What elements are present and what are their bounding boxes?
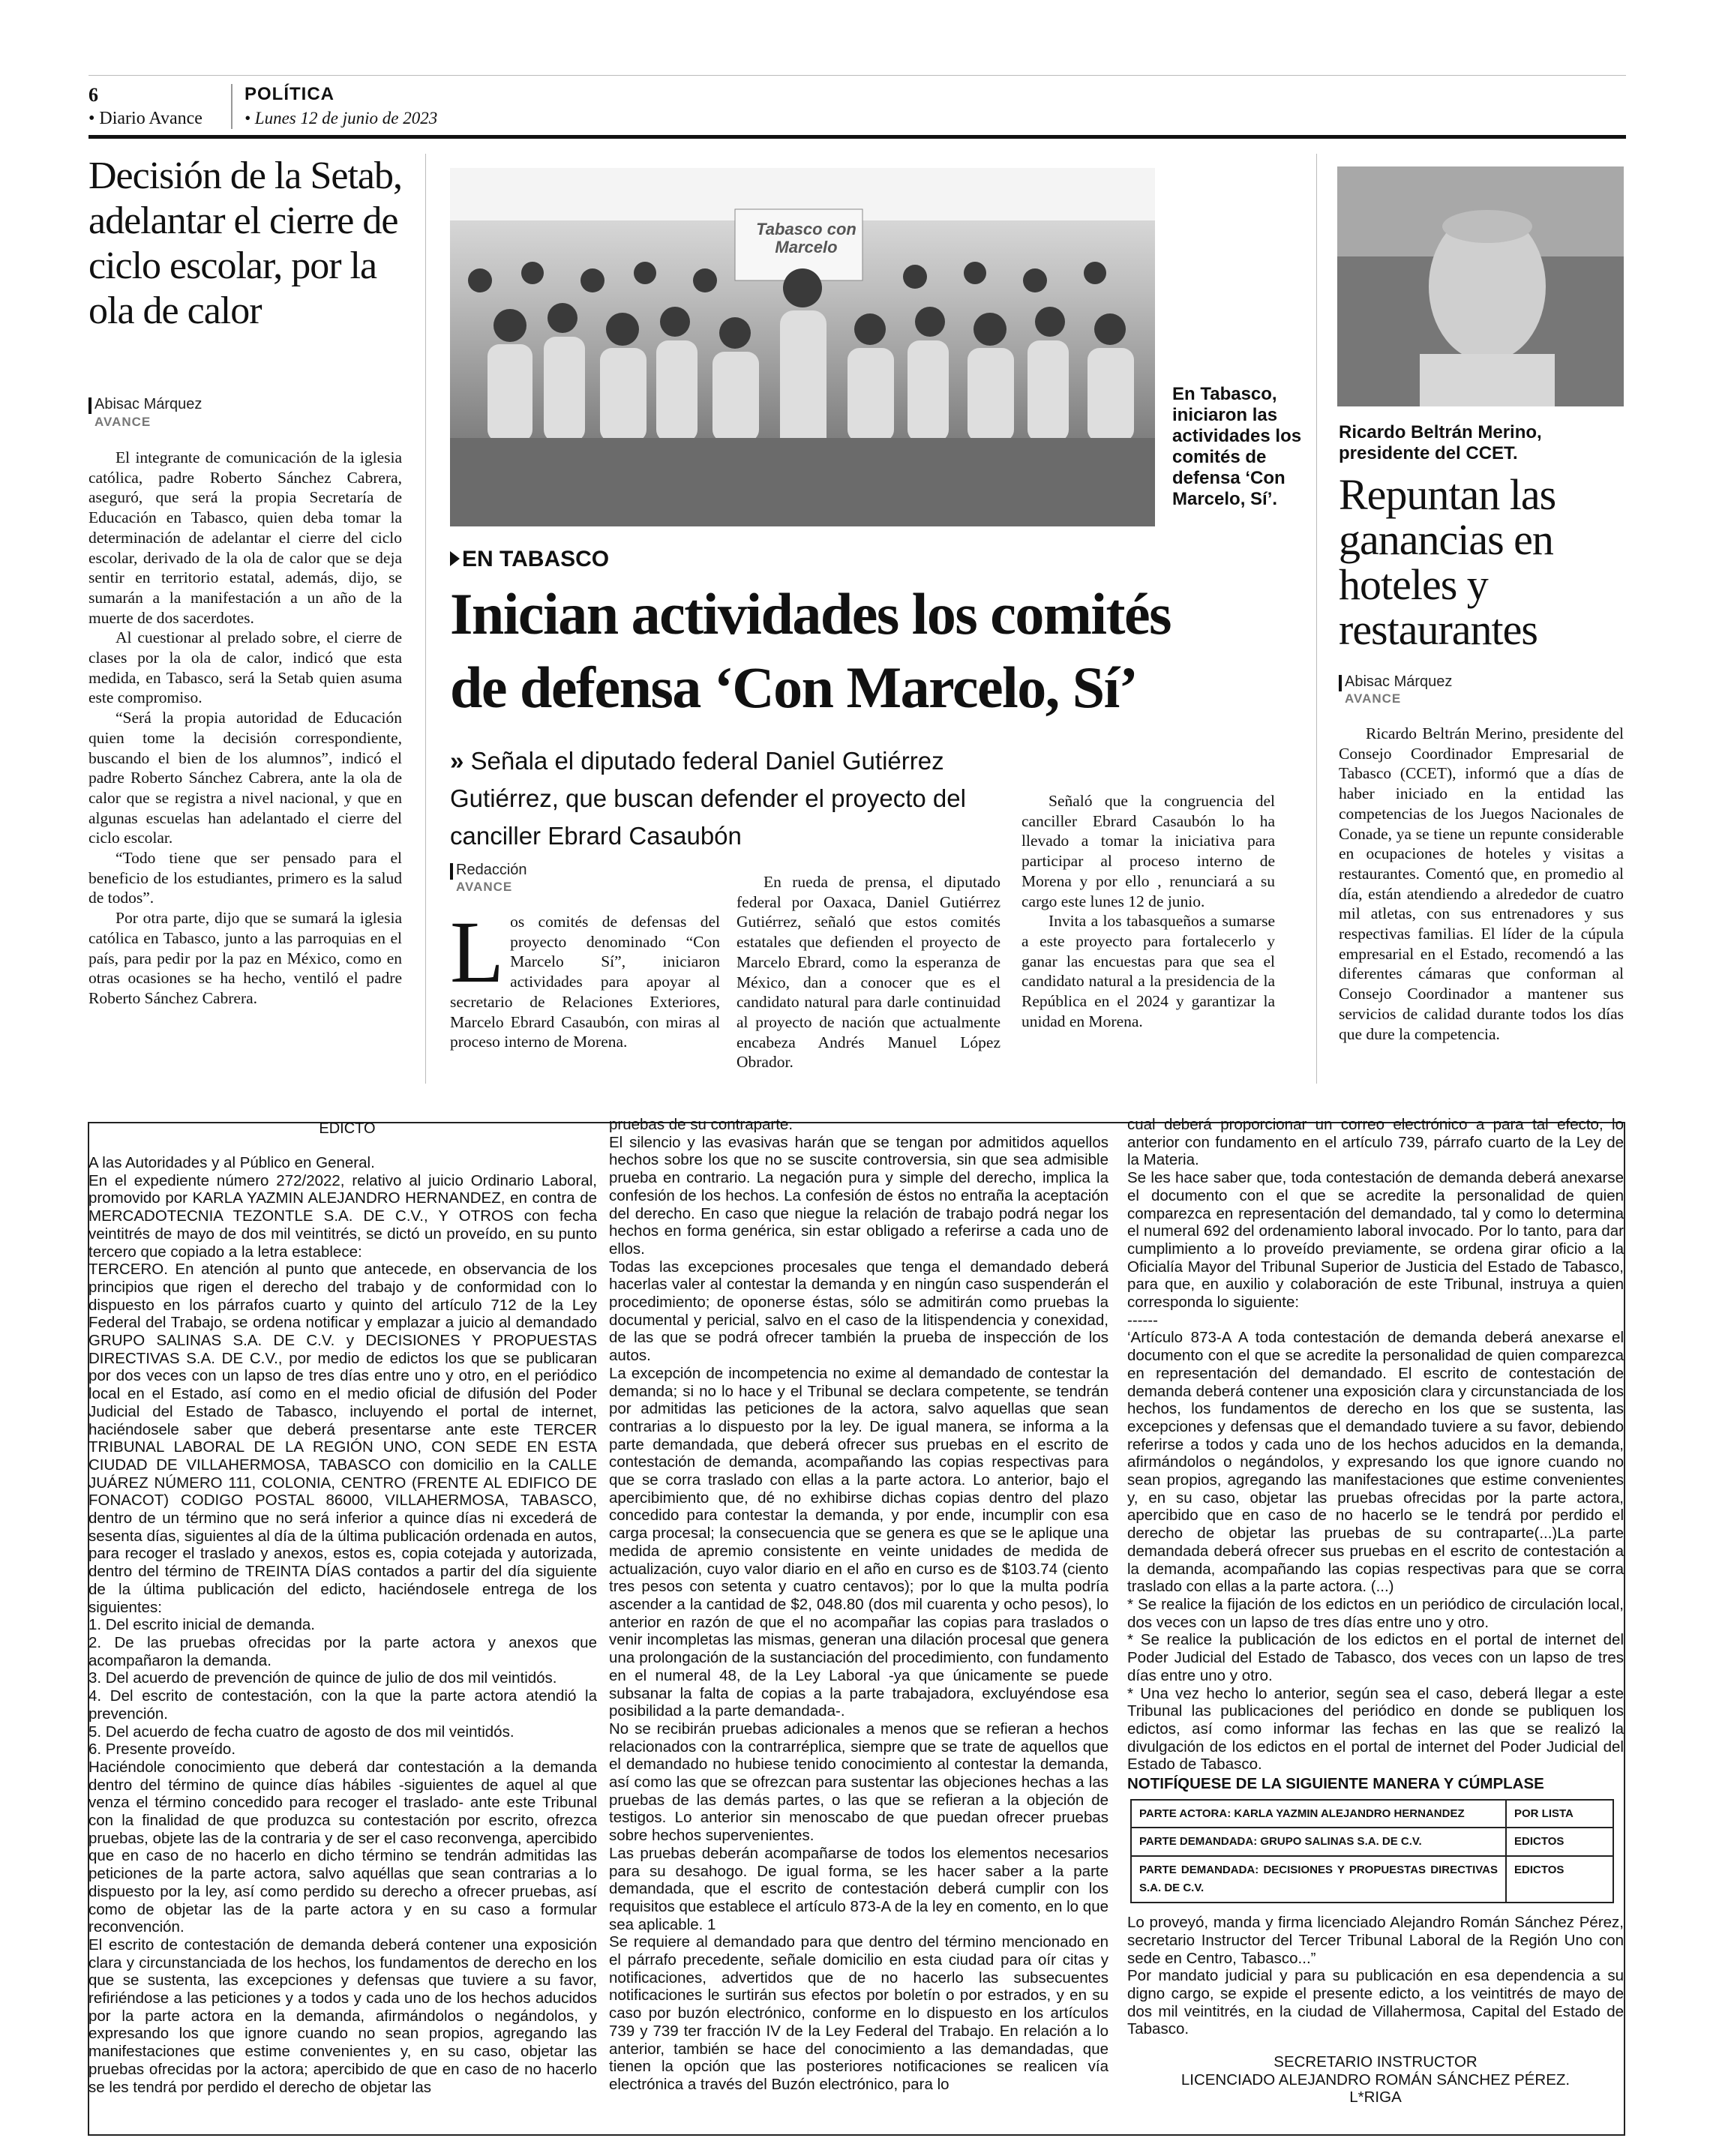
edicto-paragraph: Lo proveyó, manda y firma licenciado Alejandro Román Sánchez Pérez, secretario Instructor del Tercer Tribunal Laboral de la Región Uno con sede en Centro, Tabasco...”: [1127, 1914, 1624, 1967]
table-row: [1131, 1800, 1613, 1828]
notify-party: PARTE DEMANDADA: GRUPO SALINAS S.A. DE C.V.: [1131, 1828, 1506, 1856]
header-divider: [231, 84, 232, 129]
byline-bar: [88, 397, 92, 414]
main-col-1: [450, 903, 720, 1052]
kicker: EN TABASCO: [462, 547, 610, 571]
main-headline-line2: de defensa ‘Con Marcelo, Sí’: [450, 655, 1138, 720]
table-row: [1131, 1856, 1613, 1903]
left-article-body: [88, 448, 402, 1009]
edicto-col-2: [609, 1116, 1108, 2094]
edicto-paragraph: Las pruebas deberán acompañarse de todos los elementos necesarios para su desahogo. De igual forma, se les hacer saber a la parte demandada, que el escrito de contestación deberá cumplir con los requisitos que establece el artículo 873-A de la ley en comento, en lo que sea aplicable. 1: [609, 1844, 1108, 1933]
edicto-paragraph: cual deberá proporcionar un correo electrónico a para tal efecto, lo anterior con fundamento en el artículo 739, párrafo cuarto de la Ley de la Materia.: [1127, 1116, 1624, 1169]
right-source: AVANCE: [1345, 691, 1402, 706]
table-row: [1131, 1828, 1613, 1856]
notify-method: POR LISTA: [1506, 1800, 1613, 1828]
edicto-paragraph: No se recibirán pruebas adicionales a menos que se refieran a hechos relacionados con la contrarréplica, siempre que se trate de aquellos que el demandado no hubiese tenido conocimiento al contestar la demanda, así como las que se ofrezcan para sustentar las objeciones hechas a las pruebas de las demás partes, o las que se refieran a la objeción de testigos. Lo anterior sin menoscabo de que puedan ofrecer pruebas sobre hechos supervenientes.: [609, 1720, 1108, 1845]
main-headline: [450, 577, 1312, 724]
right-headline: Repuntan las ganancias en hoteles y restaurantes: [1339, 470, 1556, 654]
paragraph: En rueda de prensa, el diputado federal por Oaxaca, Daniel Gutiérrez Gutiérrez, señaló que estos comités estatales que defienden el proyecto de Marcelo Ebrard, como la esperanza de México, dan a conocer que es el candidato natural para darle continuidad al proyecto de nación que actualmente encabeza Andrés Manuel López Obrador.: [736, 873, 1000, 1072]
photo-banner: Tabasco con Marcelo: [756, 220, 856, 256]
edicto-paragraph: El escrito de contestación de demanda deberá contener una exposición clara y circunstanciada de los hechos, los fundamentos de derecho en los que se sustenta, las excepciones y defensas que tuviere a su favor, refiriéndose a las peticiones y a todos y cada uno de los hechos aducidos por la parte actora en la demanda, afirmándolos o negándolos, y expresando los que ignore cuando no sean propios, agregando las manifestaciones que estime convenientes y, en su caso, objetar las pruebas ofrecidas por la actora; apercibido de que en caso de no hacerlo se les tendrá por perdido el derecho de objetar las: [88, 1936, 597, 2096]
paragraph: “Será la propia autoridad de Educación quien tome la decisión correspondiente, buscando el bien de los alumnos”, indicó el padre Roberto Sánchez Cabrera, ante la ola de calor que se registra a nivel nacional, y que en algunas escuelas han adelantado el cierre del ciclo escolar.: [88, 709, 402, 847]
signature-code: L*RIGA: [1349, 2089, 1402, 2107]
edicto-paragraph: 5. Del acuerdo de fecha cuatro de agosto de dos mil veintidós.: [88, 1723, 514, 1741]
edicto-paragraph: 2. De las pruebas ofrecidas por la parte actora y anexos que acompañaron la demanda.: [88, 1633, 597, 1669]
notify-method: EDICTOS: [1506, 1856, 1613, 1903]
section-name: POLÍTICA: [244, 84, 334, 104]
kicker-arrow-icon: [450, 551, 460, 566]
event-photo: [450, 168, 1155, 526]
edicto-paragraph: * Se realice la publicación de los edictos en el portal de internet del Poder Judicial del Estado de Tabasco, dos veces con un lapso de tres días entre uno y otro.: [1127, 1631, 1624, 1684]
edicto-paragraph: La excepción de incompetencia no exime al demandado de contestar la demanda; si no lo hace y el Tribunal se declara competente, se tendrán por admitidas las peticiones de la actora, salvo aquellas que sean contrarias a lo dispuesto por la ley. De igual manera, se informa a la parte demandada, que deberá ofrecer sus pruebas en el escrito de contestación de demanda, acompañando las copias respectivas para que se corra traslado con ellas a la parte actora. Lo anterior, bajo el apercibimiento que, dé no exhibirse dichas copias dentro del plazo concedido para contestar la demanda, y por ende, incumplir con esa carga procesal; la consecuencia que se genera es que se le aplique una medida de apremio consistente en veinte unidades de medida de actualización, cuyo valor diario en el año en curso es de $103.74 (ciento tres pesos con setenta y cuatro centavos); por lo que la multa podría ascender a la cantidad de $2, 048.80 (dos mil cuarenta y ocho pesos), lo anterior en razón de que el no acompañar las copias para traslados o venir incompletas las mismas, generan una dilación procesal que genera una prolongación de la sustanciación del procedimiento, con fundamento en el numeral 48, de la Ley Laboral -ya que únicamente se puede subsanar la falta de copias a la parte trabajadora, excluyéndose esa posibilidad a la parte demandada-.: [609, 1364, 1108, 1720]
edicto-paragraph: 4. Del escrito de contestación, con la que la parte actora atendió la prevención.: [88, 1687, 597, 1723]
edicto-paragraph: * Una vez hecho lo anterior, según sea el caso, deberá llegar a este Tribunal las publicaciones del periódico en donde se publiquen los edictos, así como informar las fechas en las que se realizó la divulgación de los edictos en el portal de internet del Poder Judicial del Estado de Tabasco.: [1127, 1684, 1624, 1774]
edicto-paragraph: ------: [1127, 1311, 1158, 1329]
notify-heading: NOTIFÍQUESE DE LA SIGUIENTE MANERA Y CÚMPLASE: [1127, 1775, 1544, 1793]
notify-party: PARTE DEMANDADA: DECISIONES Y PROPUESTAS DIRECTIVAS S.A. DE C.V.: [1131, 1856, 1506, 1903]
edicto-col-3: [1127, 1116, 1624, 2107]
drop-cap: L: [450, 903, 505, 1001]
paragraph: “Todo tiene que ser pensado para el beneficio de los estudiantes, primero es la salud de todos”.: [88, 849, 402, 907]
main-headline-line1: Inician actividades los comités: [450, 581, 1171, 646]
portrait-illustration: [1337, 166, 1624, 406]
edicto-paragraph: Se les hace saber que, toda contestación de demanda deberá anexarse el documento con el que se acredite la personalidad de quien comparezca en representación del demandado, tal y como lo determina el numeral 692 del ordenamiento laboral invocado. Por lo tanto, para dar cumplimiento a lo proveído previamente, se ordena girar oficio a la Oficialía Mayor del Tribunal Superior de Justicia del Estado de Tabasco, para que, en auxilio y colaboración de este Tribunal, instruya a quien corresponda lo siguiente:: [1127, 1169, 1624, 1312]
edicto-paragraph: El silencio y las evasivas harán que se tengan por admitidos aquellos hechos sobre los que no se suscite controversia, sin que sea admisible prueba en contrario. La negación pura y simple del derecho, implica la confesión de los hechos. La confesión de éstos no entraña la aceptación del derecho. En caso que niegue la relación de trabajo podrá negar los hechos en forma genérica, sin estar obligado a referirse a cada uno de ellos.: [609, 1133, 1108, 1258]
main-col-2: [736, 872, 1000, 1072]
deck-mark-icon: »: [450, 747, 464, 775]
left-author: Abisac Márquez: [94, 396, 202, 412]
main-col-3: [1022, 791, 1275, 1031]
edicto-paragraph: * Se realice la fijación de los edictos en un periódico de circulación local, dos veces con un lapso de tres días entre uno y otro.: [1127, 1595, 1624, 1631]
edicto-paragraph: Todas las excepciones procesales que tenga el demandado deberá hacerlas valer al contestar la demanda y en ningún caso suspenderán el procedimiento; de oponerse éstas, sólo se admitirán como pruebas la documental y pericial, salvo en el caso de la litispendencia y conexidad, de las que se podrá ofrecer también la prueba de inspección de los autos.: [609, 1258, 1108, 1365]
main-deck: [450, 742, 1005, 855]
paragraph: Ricardo Beltrán Merino, presidente del Consejo Coordinador Empresarial de Tabasco (CCET), informó que a días de haber iniciado en la entidad las competencias de los Juegos Nacionales de Conade, ya se tiene un repunte considerable en ocupaciones de hoteles y visitas a restaurantes. Comentó que, en promedio al día, están atendiendo a alrededor de cuatro mil atletas, con sus entrenadores y sus respectivas familias. El líder de la cúpula empresarial en el Estado, recomendó a las diferentes cámaras que conforman al Consejo Coordinador a mantener sus servicios de calidad durante todos los días que dure la competencia.: [1339, 724, 1624, 1043]
edicto-paragraph: ‘Artículo 873-A A toda contestación de demanda deberá anexarse el documento con el que se acredite la personalidad de quien comparezca en representación del demandado. El escrito de contestación de demanda deberá contener una exposición clara y circunstanciada de los hechos, los fundamentos de derecho en los que se sustenta, las excepciones y defensas que el demandado tuviere a su favor, debiendo referirse a todos y cada uno de los hechos aducidos en la demanda, afirmándolos o negándolos, y expresando los que ignore cuando no sean propios, agregando las manifestaciones que estime convenientes y, en su caso, objetar las pruebas ofrecidas por la parte actora, apercibido que en caso de no hacerlo se le tendrá por perdido el derecho de objetar las pruebas de su contraparte(...)La parte demandada deberá ofrecer sus pruebas en el escrito de contestación a la demanda, acompañando las copias respectivas para que se corra traslado con ellas a la parte actora. (...): [1127, 1329, 1624, 1596]
edicto-paragraph: 1. Del escrito inicial de demanda.: [88, 1616, 315, 1634]
edicto-paragraph: En el expediente número 272/2022, relativo al juicio Ordinario Laboral, promovido por KARLA YAZMIN ALEJANDRO HERNANDEZ, en contra de MERCADOTECNIA TEZONTLE S.A. DE C.V., Y OTROS con fecha veintitrés de mayo de dos mil veintitrés, se dictó un proveído, en su punto tercero que copiado a la letra establece:: [88, 1171, 597, 1261]
paragraph: os comités de defensas del proyecto denominado “Con Marcelo Sí”, iniciaron actividades para apoyar al secretario de Relaciones Exteriores, Marcelo Ebrard Casaubón, con miras al proceso interno de Morena.: [450, 913, 720, 1051]
edicto-paragraph: pruebas de su contraparte.: [609, 1116, 794, 1133]
issue-date: • Lunes 12 de junio de 2023: [244, 109, 438, 127]
edicto-paragraph: 3. Del acuerdo de prevención de quince de julio de dos mil veintidós.: [88, 1669, 557, 1687]
edicto-paragraph: 6. Presente proveído.: [88, 1741, 236, 1759]
column-rule: [1316, 154, 1317, 1084]
edicto-paragraph: Se requiere al demandado para que dentro del término mencionado en el párrafo precedente, señale domicilio en esta ciudad para oír citas y notificaciones, advertidos que de no hacerlo las subsecuentes notificaciones le surtirán sus efectos por boletín o por estrados, y en su caso por buzón electrónico, conforme en lo dispuesto en los artículos 739 y 739 ter fracción IV de la Ley Federal del Trabajo. En relación a lo anterior, también se hace del conocimiento a las demandadas, que tienen la opción que las posteriores notificaciones se realicen vía electrónica a través del Buzón electrónico, para lo: [609, 1933, 1108, 2093]
right-author: Abisac Márquez: [1345, 673, 1453, 690]
edicto-paragraph: Por mandato judicial y para su publicación en esa dependencia a su digno cargo, se expide el presente edicto, a los veintitrés de mayo de dos mil veintitrés, en la ciudad de Villahermosa, Capital del Estado de Tabasco.: [1127, 1967, 1624, 2038]
signature-name: LICENCIADO ALEJANDRO ROMÁN SÁNCHEZ PÉREZ.: [1180, 2071, 1570, 2089]
page-number: 6: [88, 84, 98, 106]
paper-name: • Diario Avance: [88, 109, 202, 128]
column-rule: [425, 154, 426, 1084]
paragraph: El integrante de comunicación de la iglesia católica, padre Roberto Sánchez Cabrera, aseguró, que será la propia Secretaría de Educación en Tabasco, quien deba tomar la determinación de adelantar el cierre del ciclo escolar, derivado de la ola de calor que se deja sentir en territorio estatal, además, dijo, se sumarán a la manifestación a un año de la muerte de dos sacerdotes.: [88, 448, 402, 627]
edicto-paragraph: TERCERO. En atención al punto que antecede, en observancia de los principios que rigen el derecho del trabajo y de conformidad con lo dispuesto en los párrafos cuarto y quinto del artículo 712 de la Ley Federal del Trabajo, se ordena notificar y emplazar a juicio al demandado GRUPO SALINAS S.A. DE C.V. y DECISIONES Y PROPUESTAS DIRECTIVAS S.A. DE C.V., por medio de edictos los que se publicaran por dos veces con un lapso de tres días entre uno y otro, en el periódico local en el Estado, así como en el medio oficial de difusión del Poder Judicial del Estado de Tabasco, incluyendo el portal de internet, haciéndosele saber que deberá presentarse ante este TERCER TRIBUNAL LABORAL DE LA REGIÓN UNO, CON SEDE EN ESTA CIUDAD DE VILLAHERMOSA, TABASCO con domicilio en la CALLE JUÁREZ NÚMERO 111, COLONIA, CENTRO (FRENTE AL EDIFICO DE FONACOT) CODIGO POSTAL 86000, VILLAHERMOSA, TABASCO, dentro de un término que no será inferior a quince días ni excederá de sesenta días, siguientes al día de la última publicación ordenada en autos, para recoger el traslado y anexos, estos es, copia cotejada y autorizada, dentro del término de TREINTA DÍAS contados a partir del día siguiente de la última publicación del edicto, haciéndosele entrega de los siguientes:: [88, 1261, 597, 1616]
header-rule: [88, 135, 1626, 139]
main-author: Redacción: [456, 862, 527, 878]
notify-party: PARTE ACTORA: KARLA YAZMIN ALEJANDRO HERNANDEZ: [1131, 1800, 1506, 1828]
portrait-caption: Ricardo Beltrán Merino, presidente del CCET.: [1339, 422, 1542, 463]
paragraph: Por otra parte, dijo que se sumará la iglesia católica en Tabasco, junto a las parroquias en el país, para pedir por la paz en México, como en otras ocasiones se ha hecho, ventiló el padre Roberto Sánchez Cabrera.: [88, 909, 402, 1007]
left-headline: Decisión de la Setab, adelantar el cierre de ciclo escolar, por la ola de calor: [88, 154, 402, 332]
portrait-photo: [1337, 166, 1624, 406]
byline-bar: [450, 863, 453, 880]
top-rule: [88, 75, 1626, 76]
paragraph: Al cuestionar al prelado sobre, el cierre de clases por la ola de calor, indicó que esta medida, en Tabasco, será la Setab quien asuma este compromiso.: [88, 628, 402, 707]
notify-method: EDICTOS: [1506, 1828, 1613, 1856]
edicto-col-1: [88, 1154, 597, 2096]
photo-caption: En Tabasco, iniciaron las actividades los comités de defensa ‘Con Marcelo, Sí’.: [1172, 384, 1302, 509]
edicto-paragraph: Haciéndole conocimiento que deberá dar contestación a la demanda dentro del término de quince días hábiles -siguientes de aquel al que venza el término concedido para recoger el traslado- ante este Tribunal con la finalidad de que produzca su contestación por escrito, ofrezca pruebas, objete las de la contraria y de ser el caso reconvenga, apercibido que en caso de no hacerlo en dicho término se tendrán admitidas las peticiones de la parte actora, salvo aquéllas que sean contrarias a lo dispuesto por la ley, así como perdido su derecho a ofrecer pruebas, así como de objetar las de la parte actora y en su caso a formular reconvención.: [88, 1758, 597, 1936]
signature-title: SECRETARIO INSTRUCTOR: [1274, 2053, 1478, 2071]
paragraph: Señaló que la congruencia del canciller Ebrard Casaubón lo ha llevado a tomar la iniciativa para participar al proceso interno de Morena y por ello , renunciará a su cargo este lunes 12 de junio.: [1022, 792, 1275, 910]
deck-text: Señala el diputado federal Daniel Gutiérrez Gutiérrez, que buscan defender el proyecto del canciller Ebrard Casaubón: [450, 747, 966, 850]
edicto-paragraph: A las Autoridades y al Público en General.: [88, 1154, 375, 1171]
left-source: AVANCE: [94, 415, 152, 429]
right-article-body: [1339, 724, 1624, 1044]
byline-bar: [1339, 675, 1342, 691]
paragraph: Invita a los tabasqueños a sumarse a este proyecto para fortalecerlo y ganar las encuestas para que sea el candidato natural a la presidencia de la República en el 2024 y garantizar la unidad en Morena.: [1022, 912, 1275, 1030]
notify-table: [1130, 1799, 1614, 1903]
main-source: AVANCE: [456, 880, 513, 894]
edicto-title: EDICTO: [319, 1120, 376, 1137]
